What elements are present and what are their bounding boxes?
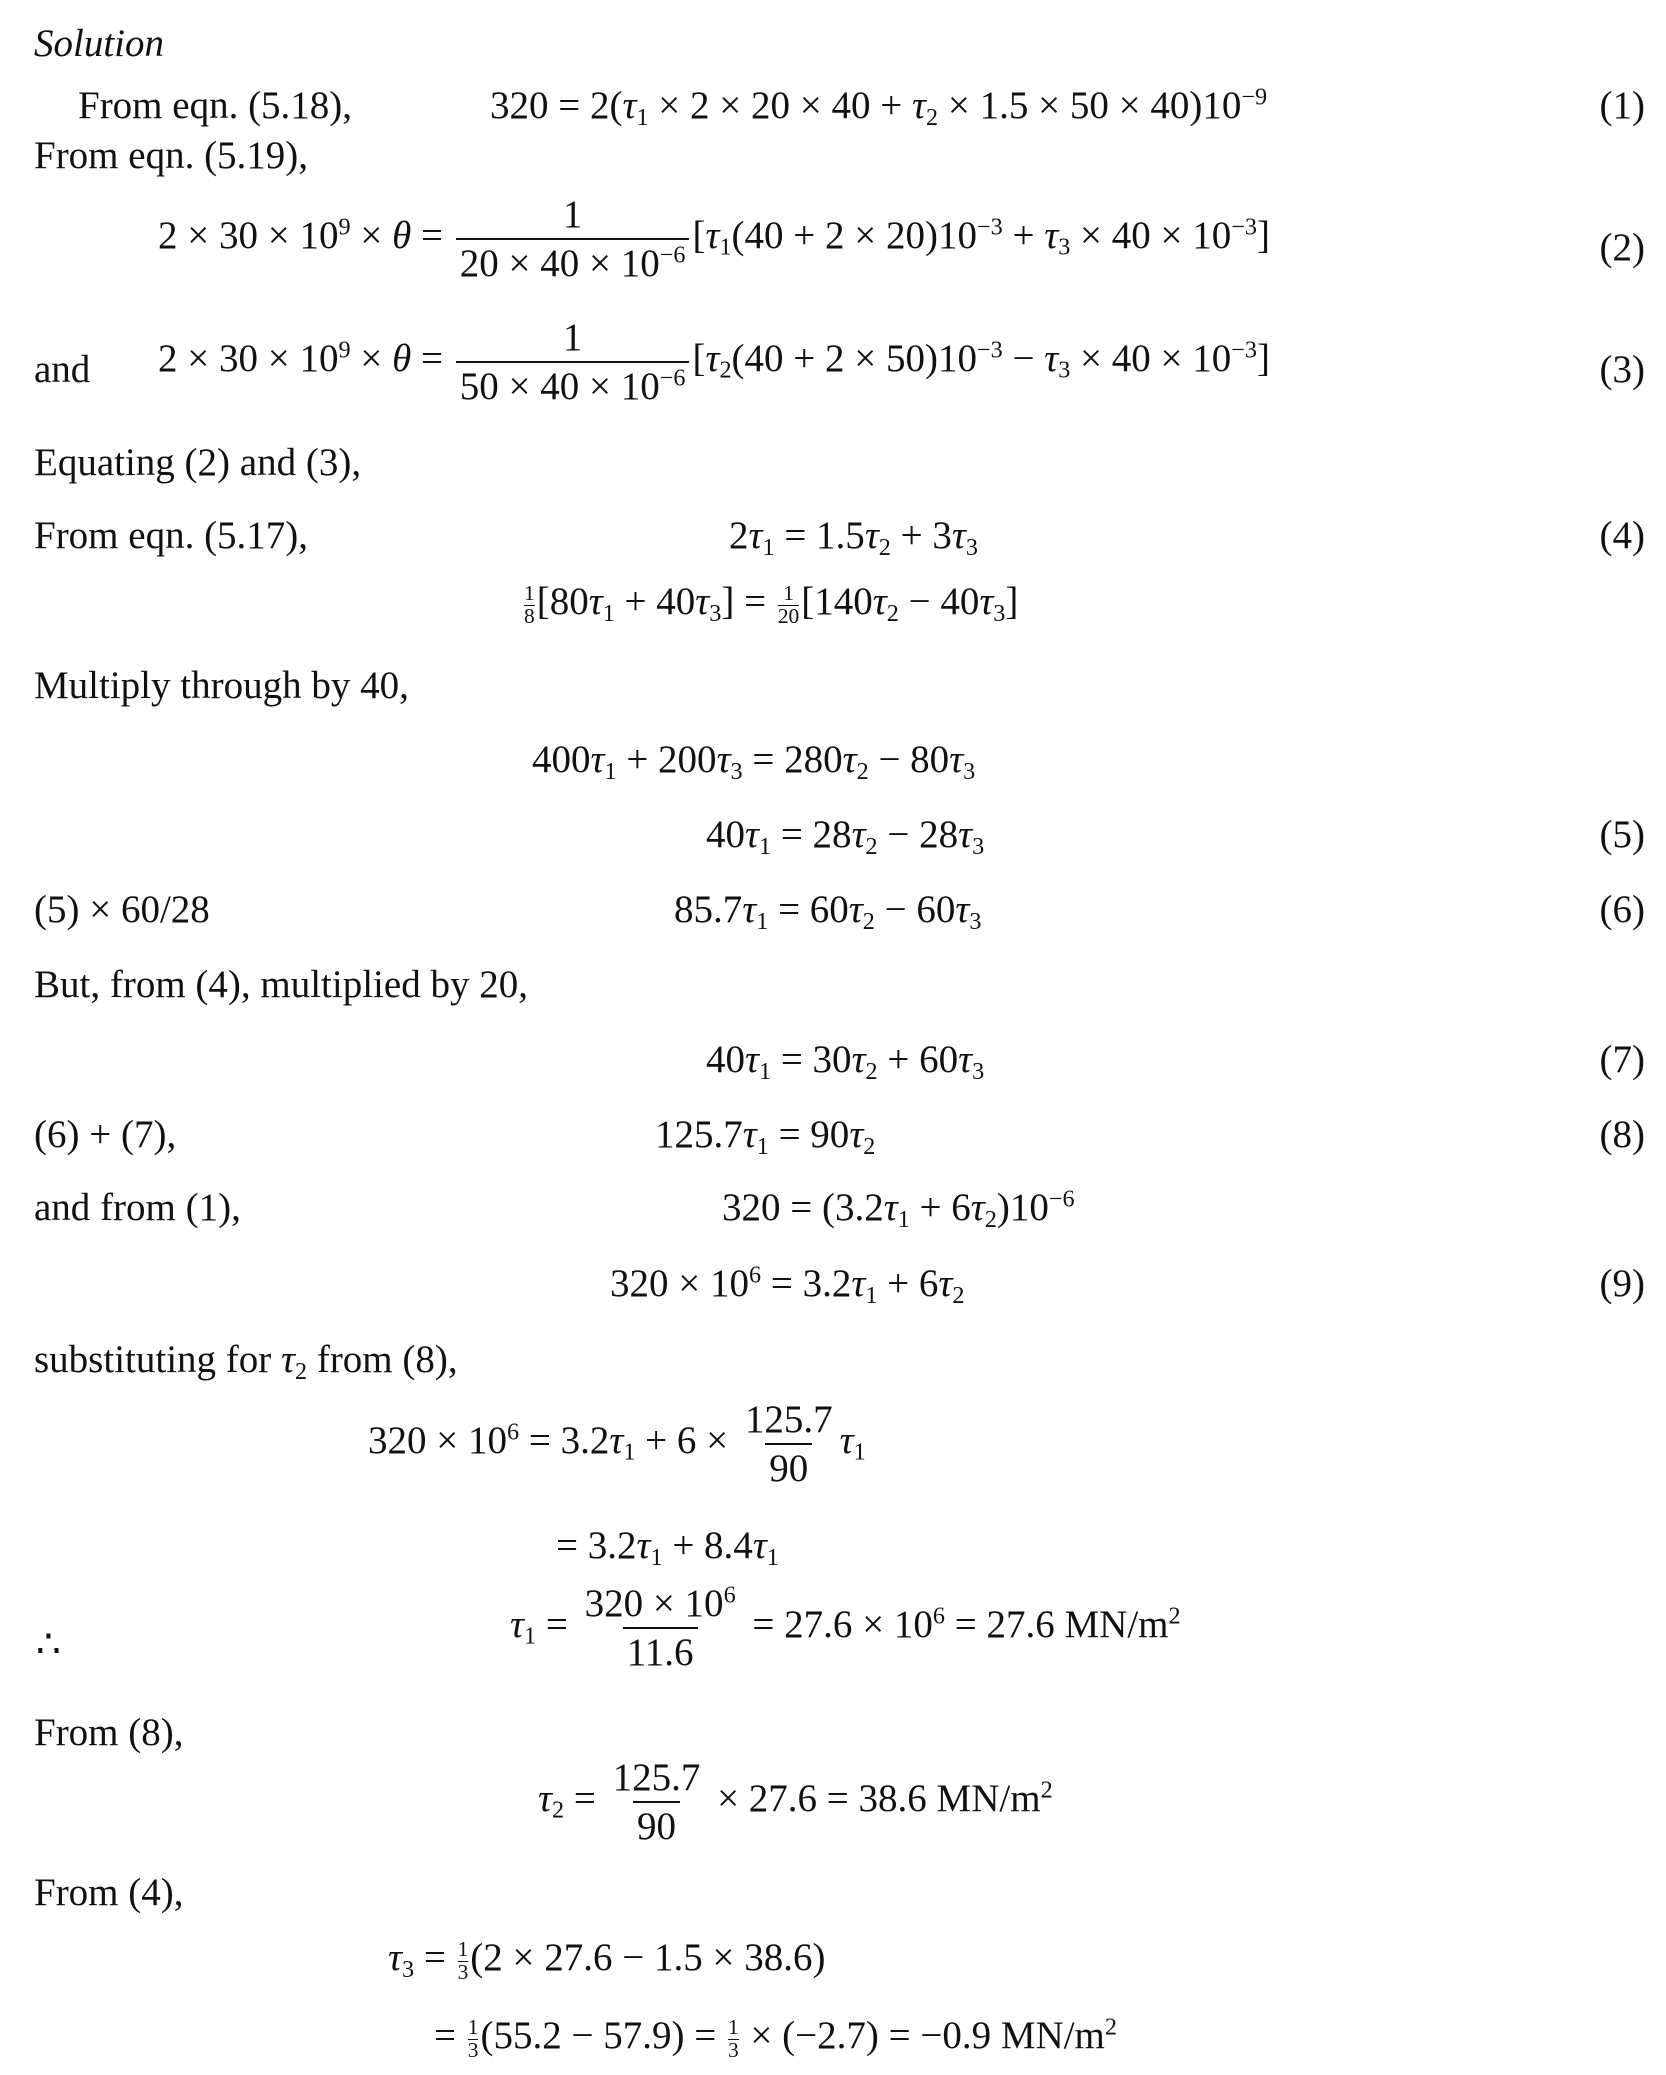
label-but-from-4: But, from (4), multiplied by 20, [34,963,528,1006]
equation-number-1: (1) [1599,84,1645,127]
equation-number-3: (3) [1599,348,1645,391]
equation-number-2: (2) [1599,226,1645,269]
equation-simplified: = $3.2\tau_1 + 8.4\tau_1$ [556,1524,779,1571]
label-from-4: From (4), [34,1871,184,1914]
equation-1: $320 = 2(\tau_1 \times 2 \times 20 \times 40 + \tau_2 \times 1.5 \times 50 \times 40)10^{-9}$ [490,83,1268,131]
solution-heading: Solution [34,22,165,65]
equation-tau3: $\tau_3$ = $\frac{1}{3}$ (2 × 27.6 − 1.5 × 38.6) [388,1936,826,1984]
equation-7: $40\tau_1 = 30\tau_2 + 60\tau_3$ [706,1038,985,1085]
equation-from-1: $320 = (3.2\tau_1 + 6\tau_2)10^{-6}$ [722,1185,1075,1233]
equation-multiplied: $400\tau_1 + 200\tau_3 = 280\tau_2 - 80\tau_3$ [532,738,976,785]
equation-number-9: (9) [1599,1262,1645,1305]
equation-tau2-result: $\tau_2$ = $\frac{125.7}{90}$ × 27.6 = 38.6 $MN/m^2$ [538,1756,1053,1848]
equation-tau1-result: $\tau_1$ = $\frac{320 \times 10^6}{11.6}$ = $27.6 \times 10^6 = 27.6$ $MN/m^2$ [510,1581,1181,1674]
equation-number-8: (8) [1599,1113,1645,1156]
equation-9: $320 \times 10^6 = 3.2\tau_1 + 6\tau_2$ [610,1261,965,1309]
label-and: and [34,348,91,391]
therefore-symbol: ∴ [36,1623,61,1666]
equation-4: $2\tau_1 = 1.5\tau_2 + 3\tau_3$ [729,514,978,561]
label-multiply: Multiply through by 40, [34,664,409,707]
label-equating: Equating (2) and (3), [34,441,362,484]
label-from-eqn-5-17: From eqn. (5.17), [34,514,309,557]
label-6-plus-7: (6) + (7), [34,1113,177,1156]
label-substituting: substituting for $\tau_2$ from (8), [34,1338,458,1385]
equation-number-7: (7) [1599,1038,1645,1081]
equation-equated: $\frac{1}{8}$ $[80\tau_1 + 40\tau_3]$ = $\frac{1}{20}$ $[140\tau_2 - 40\tau_3]$ [524,580,1019,628]
equation-8: $125.7\tau_1 = 90\tau_2$ [655,1113,876,1160]
label-5-times-60-28: (5) × 60/28 [34,888,210,931]
equation-number-4: (4) [1599,514,1645,557]
equation-number-5: (5) [1599,813,1645,856]
equation-6: $85.7\tau_1 = 60\tau_2 - 60\tau_3$ [674,888,982,935]
label-from-eqn-5-18: From eqn. (5.18), [78,84,353,127]
label-and-from-1: and from (1), [34,1186,241,1229]
equation-tau3-result: = $\frac{1}{3}$ (55.2 − 57.9) = $\frac{1}{3}$ × (−2.7) = −0.9 $MN/m^2$ [434,2013,1117,2062]
equation-5: $40\tau_1 = 28\tau_2 - 28\tau_3$ [706,813,985,860]
equation-number-6: (6) [1599,888,1645,931]
equation-substituted: $320 \times 10^6 = 3.2\tau_1 + 6$ × $\frac{125.7}{90}$ $\tau_1$ [368,1398,866,1490]
label-from-eqn-5-19: From eqn. (5.19), [34,134,309,177]
equation-3: $2 \times 30 \times 10^9 \times \theta$ = $\frac{1}{50 \times 40 \times 10^{-6}}$ $[\tau_2(40 + 2 \times 50)10^{-3} - \tau_3 \times 40 \times 10^{-3}]$ [158,316,1271,408]
label-from-8: From (8), [34,1711,184,1754]
equation-2: $2 \times 30 \times 10^9 \times \theta$ = $\frac{1}{20 \times 40 \times 10^{-6}}$ $[\tau_1(40 + 2 \times 20)10^{-3} + \tau_3 \times 40 \times 10^{-3}]$ [158,193,1271,285]
